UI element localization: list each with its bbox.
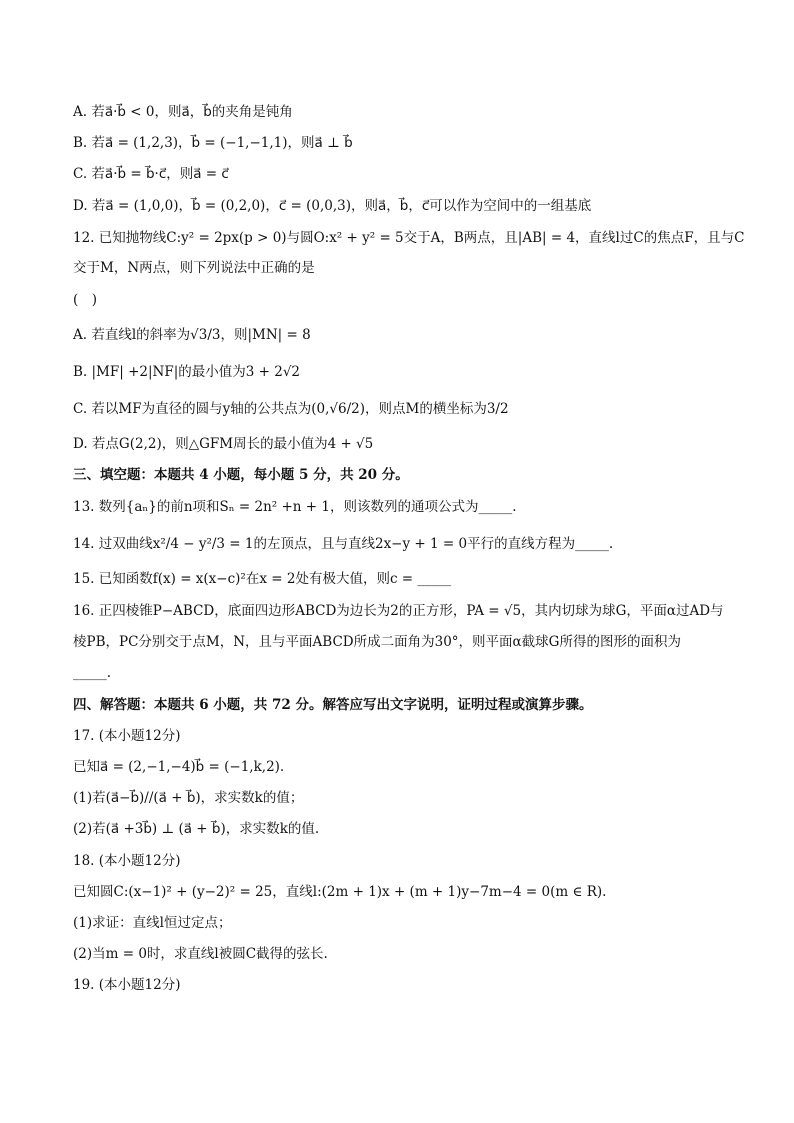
question-13: 13. 数列{aₙ}的前n项和Sₙ = 2n² +n + 1，则该数列的通项公式为_____.: [73, 499, 517, 515]
question-17-part2: (2)若(a⃗ +3b⃗) ⊥ (a⃗ + b⃗)，求实数k的值.: [73, 821, 320, 837]
question-18-part1: (1)求证：直线l恒过定点；: [73, 915, 232, 931]
option-12b: B. |MF| +2|NF|的最小值为3 + 2√2: [73, 364, 301, 380]
question-18-header: 18. (本小题12分): [73, 853, 181, 869]
option-11c: C. 若a⃗·b⃗ = b⃗·c⃗，则a⃗ = c⃗: [73, 166, 229, 182]
question-16-cont: 棱PB，PC分别交于点M，N，且与平面ABCD所成二面角为30°，则平面α截球G所得的图形的面积为: [73, 634, 681, 650]
option-12c: C. 若以MF为直径的圆与y轴的公共点为(0,√6/2)，则点M的横坐标为3/2: [73, 401, 509, 417]
question-16: 16. 正四棱锥P−ABCD，底面四边形ABCD为边长为2的正方形，PA = √5，其内切球为球G，平面α过AD与: [73, 603, 724, 619]
section-solve-heading: 四、解答题：本题共 6 小题，共 72 分。解答应写出文字说明，证明过程或演算步骤。: [73, 697, 593, 713]
question-17-stem: 已知a⃗ = (2,−1,−4)b⃗ = (−1,k,2).: [73, 759, 285, 775]
option-11a: A. 若a⃗·b⃗ < 0，则a⃗，b⃗的夹角是钝角: [73, 104, 293, 120]
answer-blank: ( ): [73, 292, 98, 308]
section-fill-in-heading: 三、填空题：本题共 4 小题，每小题 5 分，共 20 分。: [73, 467, 409, 483]
question-18-part2: (2)当m = 0时，求直线l被圆C截得的弦长.: [73, 946, 328, 962]
question-17-part1: (1)若(a⃗−b⃗)//(a⃗ + b⃗)，求实数k的值；: [73, 790, 304, 806]
question-12-stem: 12. 已知抛物线C:y² = 2px(p > 0)与圆O:x² + y² = 5交于A，B两点，且|AB| = 4，直线l过C的焦点F，且与C: [73, 230, 745, 246]
question-16-blank: _____.: [73, 665, 112, 681]
question-14: 14. 过双曲线x²/4 − y²/3 = 1的左顶点，且与直线2x−y + 1 = 0平行的直线方程为_____.: [73, 536, 614, 552]
question-18-stem: 已知圆C:(x−1)² + (y−2)² = 25，直线l:(2m + 1)x + (m + 1)y−7m−4 = 0(m ∈ R).: [73, 884, 607, 900]
option-12a: A. 若直线l的斜率为√3/3，则|MN| = 8: [73, 327, 311, 343]
question-17-header: 17. (本小题12分): [73, 728, 181, 744]
question-19-header: 19. (本小题12分): [73, 977, 181, 993]
option-12d: D. 若点G(2,2)，则△GFM周长的最小值为4 + √5: [73, 436, 374, 452]
option-11b: B. 若a⃗ = (1,2,3)，b⃗ = (−1,−1,1)，则a⃗ ⊥ b⃗: [73, 135, 353, 151]
question-12-stem-cont: 交于M，N两点，则下列说法中正确的是: [73, 260, 315, 276]
option-11d: D. 若a⃗ = (1,0,0)，b⃗ = (0,2,0)，c⃗ = (0,0,3)，则a⃗，b⃗，c⃗可以作为空间中的一组基底: [73, 198, 592, 214]
question-15: 15. 已知函数f(x) = x(x−c)²在x = 2处有极大值，则c = _____: [73, 571, 452, 587]
